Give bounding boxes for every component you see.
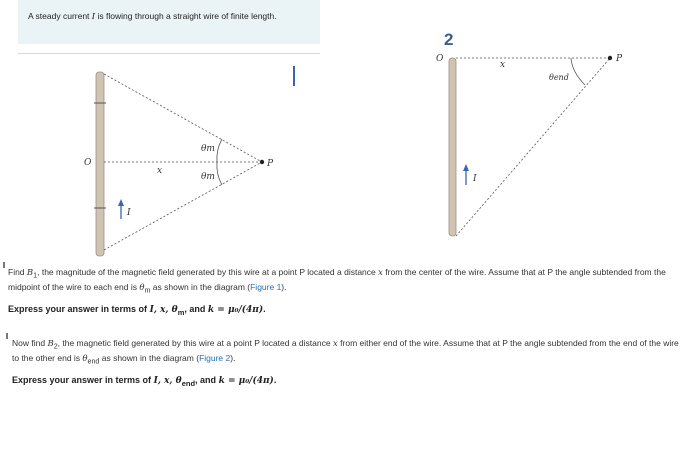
q1-text-part: from the center of the wire. Assume that at P the angle subtended from the midpoint of the wire to each end is	[8, 267, 666, 292]
intro-text-after: is flowing through a straight wire of finite length.	[97, 11, 277, 21]
figure-1-link[interactable]: Figure 1	[250, 281, 282, 292]
wire-rod	[96, 72, 104, 256]
fig2-label-p: P	[616, 54, 623, 64]
question-1-marker	[3, 262, 5, 268]
q2-theta-symbol: θ	[82, 353, 88, 364]
q1-text-part: , the magnitude of the magnetic field generated by this wire at a point P located a distance	[37, 267, 376, 277]
fig2-current-arrow-head	[463, 164, 469, 171]
fig2-wire-rod	[449, 58, 456, 236]
question-1	[8, 267, 684, 318]
q1-express-end: .	[263, 304, 266, 315]
q2-theta-sub: end	[87, 357, 100, 366]
q1-b1-symbol: B	[26, 268, 34, 278]
intro-current-symbol: I	[91, 12, 96, 22]
fig2-label-theta: θend	[549, 73, 569, 82]
question-2-express	[12, 375, 682, 389]
dashed-line-top	[104, 74, 262, 162]
q1-text-part: as shown in the diagram (	[152, 281, 251, 292]
figure-2-link[interactable]: Figure 2	[199, 352, 231, 363]
fig1-label-o: O	[84, 158, 92, 168]
q1-theta-symbol: θ	[139, 282, 145, 293]
question-1-text	[8, 267, 684, 296]
intro-text-before: A steady current	[28, 11, 90, 21]
q1-express-k: k = μ₀/(4π)	[207, 305, 264, 316]
angle-arc-bottom	[217, 162, 222, 185]
q1-express-prefix: Express your answer in terms of	[8, 304, 148, 315]
q2-x-symbol: x	[332, 339, 338, 349]
fig2-dashed-line-diagonal	[456, 58, 610, 236]
fig1-label-i: I	[127, 208, 131, 218]
q1-b1-sub: 1	[33, 271, 38, 280]
fig1-label-theta-top: θm	[201, 144, 215, 154]
q1-express-vars: I, x, θ	[149, 305, 178, 316]
question-1-express	[8, 304, 684, 318]
question-2-marker	[6, 333, 8, 339]
q1-x-symbol: x	[378, 268, 383, 278]
q1-text-part: Find	[8, 267, 25, 277]
q2-express-k: k = μ₀/(4π)	[218, 376, 274, 387]
q2-text-part: ).	[230, 352, 236, 363]
q2-text-part: from either end of the wire. Assume that at P the angle subtended from the end of the wire to the other end is	[12, 338, 679, 363]
q2-express-prefix: Express your answer in terms of	[12, 375, 152, 386]
fig2-label-o: O	[436, 54, 444, 64]
fig1-label-p: P	[267, 159, 274, 169]
q2-express-sub: end	[181, 379, 196, 389]
fig2-label-i: I	[473, 174, 477, 184]
q1-express-and: , and	[184, 304, 206, 315]
blue-marker	[293, 66, 295, 86]
q2-b2-sub: 2	[53, 342, 58, 351]
current-arrow-head	[118, 199, 124, 206]
q2-express-end: .	[273, 375, 277, 386]
question-2-text	[12, 338, 682, 367]
q2-b2-symbol: B	[47, 339, 54, 349]
q1-theta-sub: m	[144, 286, 151, 295]
angle-arc-top	[217, 139, 222, 162]
q1-express-sub: m	[177, 308, 185, 318]
q2-text-part: Now find	[12, 338, 46, 348]
question-2	[12, 338, 682, 389]
dashed-line-bottom	[104, 162, 262, 250]
q2-express-vars: I, x, θ	[153, 376, 182, 387]
q2-express-and: , and	[195, 375, 217, 386]
fig2-point-p-dot	[608, 56, 612, 60]
q2-text-part: as shown in the diagram (	[101, 352, 200, 363]
fig2-angle-arc	[571, 58, 585, 85]
q1-text-part: ).	[281, 281, 287, 292]
q2-text-part: , the magnetic field generated by this wire at a point P located a distance	[57, 338, 331, 348]
fig1-label-x: x	[157, 166, 163, 176]
point-p-dot	[260, 160, 264, 164]
fig2-label-x: x	[500, 60, 506, 70]
figure-tab-number[interactable]: 2	[444, 30, 454, 49]
fig1-label-theta-bottom: θm	[201, 172, 215, 182]
